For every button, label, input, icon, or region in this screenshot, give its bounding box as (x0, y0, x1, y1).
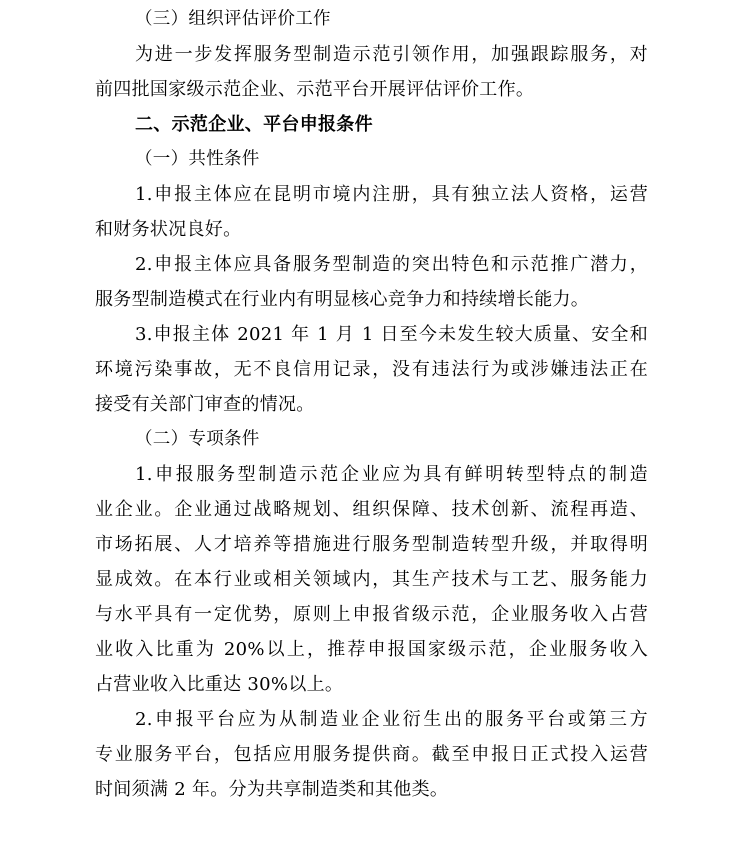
section-heading-3: （三）组织评估评价工作 (135, 9, 331, 29)
paragraph-line: 和财务状况良好。 (95, 219, 242, 240)
paragraph-line: 服务型制造模式在行业内有明显核心竞争力和持续增长能力。 (95, 289, 590, 310)
paragraph-line: 市场拓展、人才培养等措施进行服务型制造转型升级，并取得明 (95, 534, 648, 555)
chapter-heading-2: 二、示范企业、平台申报条件 (135, 114, 373, 135)
paragraph-line: 环境污染事故，无不良信用记录，没有违法行为或涉嫌违法正在 (95, 359, 648, 380)
subsection-heading-special: （二）专项条件 (135, 429, 260, 449)
paragraph-line: 2.申报平台应为从制造业企业衍生出的服务平台或第三方 (135, 709, 648, 730)
paragraph-line: 与水平具有一定优势，原则上申报省级示范，企业服务收入占营 (95, 604, 648, 625)
paragraph-line: 占营业收入比重达 30%以上。 (95, 674, 344, 695)
paragraph-line: 显成效。在本行业或相关领域内，其生产技术与工艺、服务能力 (95, 569, 648, 590)
paragraph-line: 1.申报服务型制造示范企业应为具有鲜明转型特点的制造 (135, 464, 648, 485)
paragraph-line: 业收入比重为 20%以上，推荐申报国家级示范，企业服务收入 (95, 639, 648, 660)
paragraph-line: 专业服务平台，包括应用服务提供商。截至申报日正式投入运营 (95, 744, 648, 765)
document-page (95, 2, 648, 807)
paragraph-line: 3.申报主体 2021 年 1 月 1 日至今未发生较大质量、安全和 (135, 324, 648, 345)
subsection-heading-common: （一）共性条件 (135, 149, 260, 169)
paragraph-line: 前四批国家级示范企业、示范平台开展评估评价工作。 (95, 79, 535, 100)
paragraph-line: 为进一步发挥服务型制造示范引领作用，加强跟踪服务，对 (135, 44, 648, 65)
paragraph-line: 2.申报主体应具备服务型制造的突出特色和示范推广潜力， (135, 254, 648, 275)
paragraph-line: 业企业。企业通过战略规划、组织保障、技术创新、流程再造、 (95, 499, 648, 520)
paragraph-line: 接受有关部门审查的情况。 (95, 394, 315, 415)
paragraph-line: 1.申报主体应在昆明市境内注册，具有独立法人资格，运营 (135, 184, 648, 205)
paragraph-line: 时间须满 2 年。分为共享制造类和其他类。 (95, 779, 449, 800)
